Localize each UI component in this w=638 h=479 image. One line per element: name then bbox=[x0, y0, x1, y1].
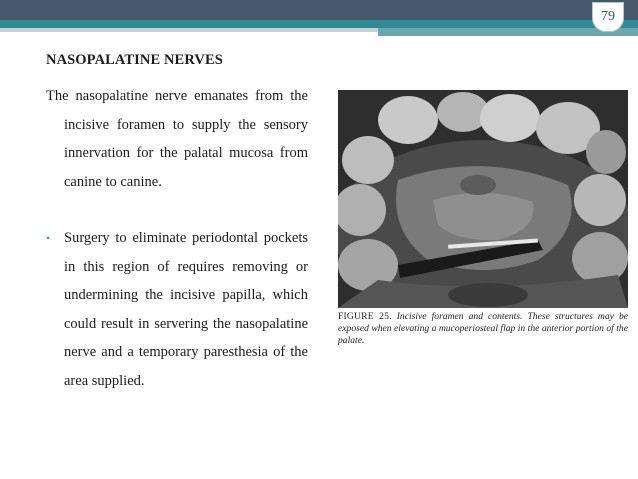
header-accent-band bbox=[0, 20, 638, 28]
bullet-dot-icon: • bbox=[46, 231, 51, 245]
figure-label: FIGURE 25. bbox=[338, 311, 392, 322]
palate-photo-illustration bbox=[338, 90, 628, 308]
header-grey-band bbox=[0, 28, 378, 32]
figure-photo bbox=[338, 90, 628, 308]
figure-caption-text: Incisive foramen and contents. These structures may be exposed when elevating a mucoperiosteal flap in the anterior portion of the palate. bbox=[338, 311, 629, 346]
figure-caption bbox=[338, 311, 628, 346]
bullet-text: Surgery to eliminate periodontal pockets in this region of requires removing or undermining the incisive papilla, which could result in servering the nasopalatine nerve and a temporary paresthesia of the area supplied. bbox=[64, 230, 308, 389]
intro-text: The nasopalatine nerve emanates from the incisive foramen to supply the sensory innervation for the palatal mucosa from canine to canine. bbox=[46, 88, 308, 190]
bullet-item bbox=[46, 224, 308, 395]
intro-paragraph bbox=[46, 82, 308, 196]
page-number: 79 bbox=[592, 2, 624, 32]
slide-title: NASOPALATINE NERVES bbox=[46, 52, 223, 68]
header-bar bbox=[0, 0, 638, 20]
